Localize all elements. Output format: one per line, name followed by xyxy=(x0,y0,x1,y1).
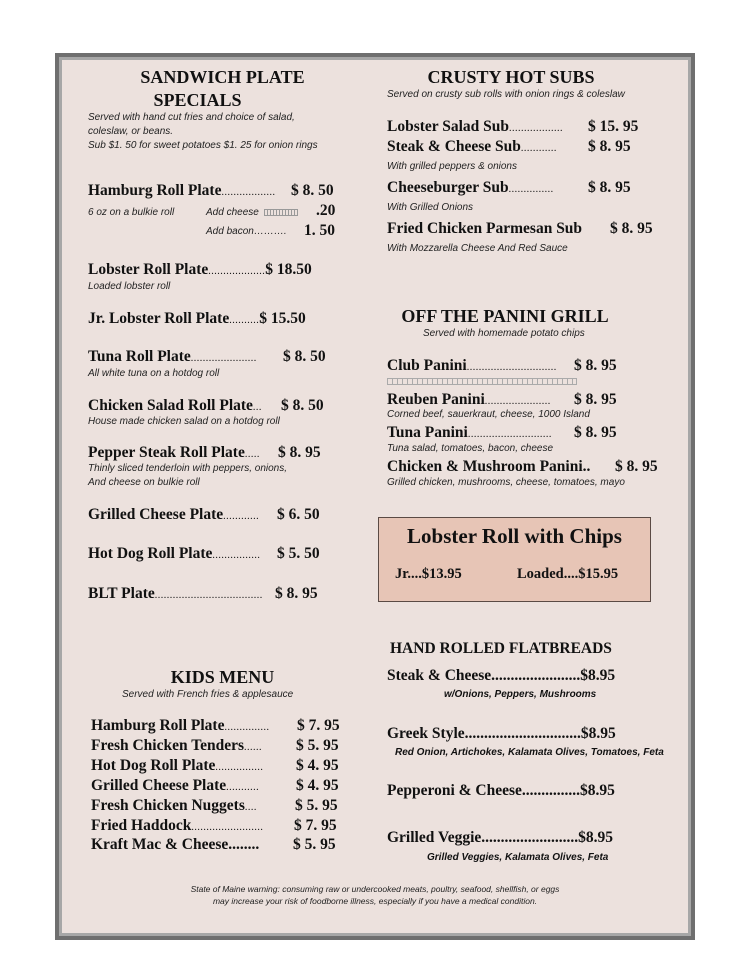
item-price: $ 8. 95 xyxy=(574,424,617,441)
leader-dots: ............ xyxy=(223,511,260,522)
food-safety-warning-line-1: State of Maine warning: consuming raw or undercooked meats, poultry, seafood, shellfish, or eggs xyxy=(190,884,560,894)
item-note: All white tuna on a hotdog roll xyxy=(88,368,220,379)
kids-item-price: $ 5. 95 xyxy=(296,737,339,754)
sandwich-note-2: coleslaw, or beans. xyxy=(88,126,174,137)
item-price: $ 8. 95 xyxy=(574,357,617,374)
leader-dots: .............................. xyxy=(466,362,557,373)
item-name: Hot Dog Roll Plate xyxy=(88,545,213,562)
item-note-1: Thinly sliced tenderloin with peppers, onions, xyxy=(88,463,287,474)
leader-dots: ...................... xyxy=(190,353,257,364)
item-price: $ 8. 95 xyxy=(610,220,653,237)
item-name: Steak & Cheese Sub xyxy=(387,138,521,155)
sandwich-title-line1: SANDWICH PLATE xyxy=(140,67,305,87)
leader-dots: ............... xyxy=(508,184,554,195)
menu-item-tuna-panini xyxy=(387,424,552,442)
leader-dots: .................................... xyxy=(154,590,263,601)
promo-loaded-price: Loaded....$15.95 xyxy=(517,566,619,582)
item-name: Chicken Salad Roll Plate xyxy=(88,397,253,414)
menu-item-blt-plate xyxy=(88,585,263,603)
item-name: Club Panini xyxy=(387,357,467,374)
item-name: Hot Dog Roll Plate xyxy=(91,757,216,774)
item-name: Fried Chicken Parmesan Sub xyxy=(387,220,583,237)
leader-dots: .......... xyxy=(229,315,260,326)
leader-dots: .................. xyxy=(221,187,276,198)
menu-item-chicken-salad-roll-plate xyxy=(88,397,262,415)
kids-item xyxy=(91,836,259,854)
leader-dots: ... xyxy=(252,402,262,413)
kids-item xyxy=(91,777,259,795)
menu-item-fried-chicken-parmesan-sub xyxy=(387,220,582,238)
item-price: $ 8. 50 xyxy=(283,348,326,365)
item-note: Grilled Veggies, Kalamata Olives, Feta xyxy=(427,852,609,863)
item-price: $ 8. 95 xyxy=(588,179,631,196)
food-safety-warning-line-2: may increase your risk of foodborne illness, especially if you have a medical condition. xyxy=(212,896,538,906)
kids-item xyxy=(91,737,262,755)
kids-item xyxy=(91,717,269,735)
item-price: $ 8. 50 xyxy=(281,397,324,414)
sandwich-title-line2: SPECIALS xyxy=(153,90,242,110)
item-name: Tuna Roll Plate xyxy=(88,348,191,365)
item-note: Corned beef, sauerkraut, cheese, 1000 Island xyxy=(387,409,590,420)
item-note: Loaded lobster roll xyxy=(88,281,171,292)
leader-dots: ........................ xyxy=(191,822,264,833)
kids-item xyxy=(91,817,263,835)
leader-dots: ...................... xyxy=(484,396,551,407)
item-price: $ 8. 50 xyxy=(291,182,334,199)
item-name: Cheeseburger Sub xyxy=(387,179,509,196)
menu-item-hamburg-roll-plate xyxy=(88,182,275,200)
item-name: Hamburg Roll Plate xyxy=(88,182,222,199)
item-price: $ 18.50 xyxy=(265,261,312,278)
item-note: Grilled chicken, mushrooms, cheese, tomatoes, mayo xyxy=(387,477,625,488)
item-name: BLT Plate xyxy=(88,585,155,602)
item-note: With Grilled Onions xyxy=(387,202,474,213)
menu-item-grilled-veggie-flatbread: Grilled Veggie.........................$8.95 xyxy=(387,829,614,846)
subs-title: CRUSTY HOT SUBS xyxy=(427,67,595,87)
menu-item-greek-style-flatbread: Greek Style..............................$8.95 xyxy=(387,725,616,742)
leader-dots: ..... xyxy=(244,449,260,460)
kids-item-price: $ 7. 95 xyxy=(297,717,340,734)
menu-item-pepperoni-cheese-flatbread: Pepperoni & Cheese...............$8.95 xyxy=(387,782,615,799)
leader-dots: ............................ xyxy=(467,429,552,440)
item-name: Pepper Steak Roll Plate xyxy=(88,444,245,461)
leader-dots: ................... xyxy=(208,266,266,277)
promo-title: Lobster Roll with Chips xyxy=(407,524,622,548)
menu-item-grilled-cheese-plate xyxy=(88,506,259,524)
item-price: $ 15.50 xyxy=(259,310,306,327)
kids-item-price: $ 4. 95 xyxy=(296,777,339,794)
panini-note: Served with homemade potato chips xyxy=(423,328,585,339)
item-price: $ 8. 95 xyxy=(278,444,321,461)
add-bacon-label: Add bacon………. xyxy=(206,226,287,237)
item-note: With grilled peppers & onions xyxy=(387,161,517,172)
item-name: Fried Haddock xyxy=(91,817,192,834)
sandwich-note-1: Served with hand cut fries and choice of salad, xyxy=(88,112,295,123)
item-price: $ 15. 95 xyxy=(588,118,639,135)
item-price: $ 8. 95 xyxy=(588,138,631,155)
item-name: Hamburg Roll Plate xyxy=(91,717,225,734)
kids-item-price: $ 5. 95 xyxy=(293,836,336,853)
item-name: Grilled Cheese Plate xyxy=(91,777,227,794)
item-note: House made chicken salad on a hotdog roll xyxy=(88,416,280,427)
leader-dots: ...... xyxy=(244,742,263,753)
item-name: Grilled Cheese Plate xyxy=(88,506,224,523)
kids-item-price: $ 7. 95 xyxy=(294,817,337,834)
kids-item-price: $ 4. 95 xyxy=(296,757,339,774)
item-name: Lobster Salad Sub xyxy=(387,118,510,135)
club-panini-unreadable-note xyxy=(387,378,577,385)
item-price: $ 5. 50 xyxy=(277,545,320,562)
leader-dots: ........... xyxy=(226,782,260,793)
leader-dots: .... xyxy=(244,802,257,813)
item-name: Reuben Panini xyxy=(387,391,485,408)
menu-item-jr-lobster-roll-plate xyxy=(88,310,306,328)
menu-item-club-panini xyxy=(387,357,557,375)
menu-item-chicken-mushroom-panini xyxy=(387,458,590,476)
item-name: Fresh Chicken Nuggets xyxy=(91,797,245,814)
item-note: w/Onions, Peppers, Mushrooms xyxy=(444,689,597,700)
item-price: $ 8. 95 xyxy=(574,391,617,408)
menu-item-reuben-panini xyxy=(387,391,551,409)
add-cheese-price: .20 xyxy=(316,202,336,219)
menu-item-hot-dog-roll-plate xyxy=(88,545,260,563)
item-note: With Mozzarella Cheese And Red Sauce xyxy=(387,243,568,254)
leader-dots: .................. xyxy=(509,123,564,134)
menu-item-steak-cheese-flatbread: Steak & Cheese.......................$8.95 xyxy=(387,667,616,684)
item-note-2: And cheese on bulkie roll xyxy=(88,477,200,488)
item-name: Lobster Roll Plate xyxy=(88,261,209,278)
menu-item-lobster-roll-plate xyxy=(88,261,312,279)
menu-item-tuna-roll-plate xyxy=(88,348,257,366)
item-note: 6 oz on a bulkie roll xyxy=(88,207,175,218)
sandwich-note-3: Sub $1. 50 for sweet potatoes $1. 25 for onion rings xyxy=(88,140,318,151)
add-cheese-dots xyxy=(264,209,298,216)
subs-note: Served on crusty sub rolls with onion rings & coleslaw xyxy=(387,89,625,100)
item-note: Red Onion, Artichokes, Kalamata Olives, Tomatoes, Feta xyxy=(395,747,664,758)
leader-dots: ........ xyxy=(228,836,260,853)
item-name: Chicken & Mushroom Panini.. xyxy=(387,458,591,475)
add-bacon-price: 1. 50 xyxy=(304,222,335,239)
item-note: Tuna salad, tomatoes, bacon, cheese xyxy=(387,443,554,454)
menu-item-cheeseburger-sub xyxy=(387,179,554,197)
lobster-roll-promo-box xyxy=(378,517,651,602)
menu-item-lobster-salad-sub xyxy=(387,118,563,136)
kids-item xyxy=(91,757,263,775)
item-price: $ 6. 50 xyxy=(277,506,320,523)
add-cheese-label: Add cheese xyxy=(206,207,259,218)
item-price: $ 8. 95 xyxy=(275,585,318,602)
leader-dots: ................ xyxy=(215,762,264,773)
leader-dots: ............ xyxy=(520,143,557,154)
panini-title: OFF THE PANINI GRILL xyxy=(401,306,609,326)
leader-dots: ............... xyxy=(224,722,270,733)
leader-dots: ................ xyxy=(212,550,261,561)
kids-item xyxy=(91,797,257,815)
item-name: Kraft Mac & Cheese xyxy=(91,836,229,853)
item-price: $ 8. 95 xyxy=(615,458,658,475)
menu-item-pepper-steak-roll-plate xyxy=(88,444,260,462)
promo-jr-price: Jr....$13.95 xyxy=(395,566,462,582)
kids-item-price: $ 5. 95 xyxy=(295,797,338,814)
kids-note: Served with French fries & applesauce xyxy=(122,689,294,700)
flatbreads-title: HAND ROLLED FLATBREADS xyxy=(390,640,612,657)
item-name: Fresh Chicken Tenders xyxy=(91,737,245,754)
menu-item-steak-cheese-sub xyxy=(387,138,557,156)
item-name: Jr. Lobster Roll Plate xyxy=(88,310,230,327)
kids-title: KIDS MENU xyxy=(170,667,275,687)
item-name: Tuna Panini xyxy=(387,424,468,441)
